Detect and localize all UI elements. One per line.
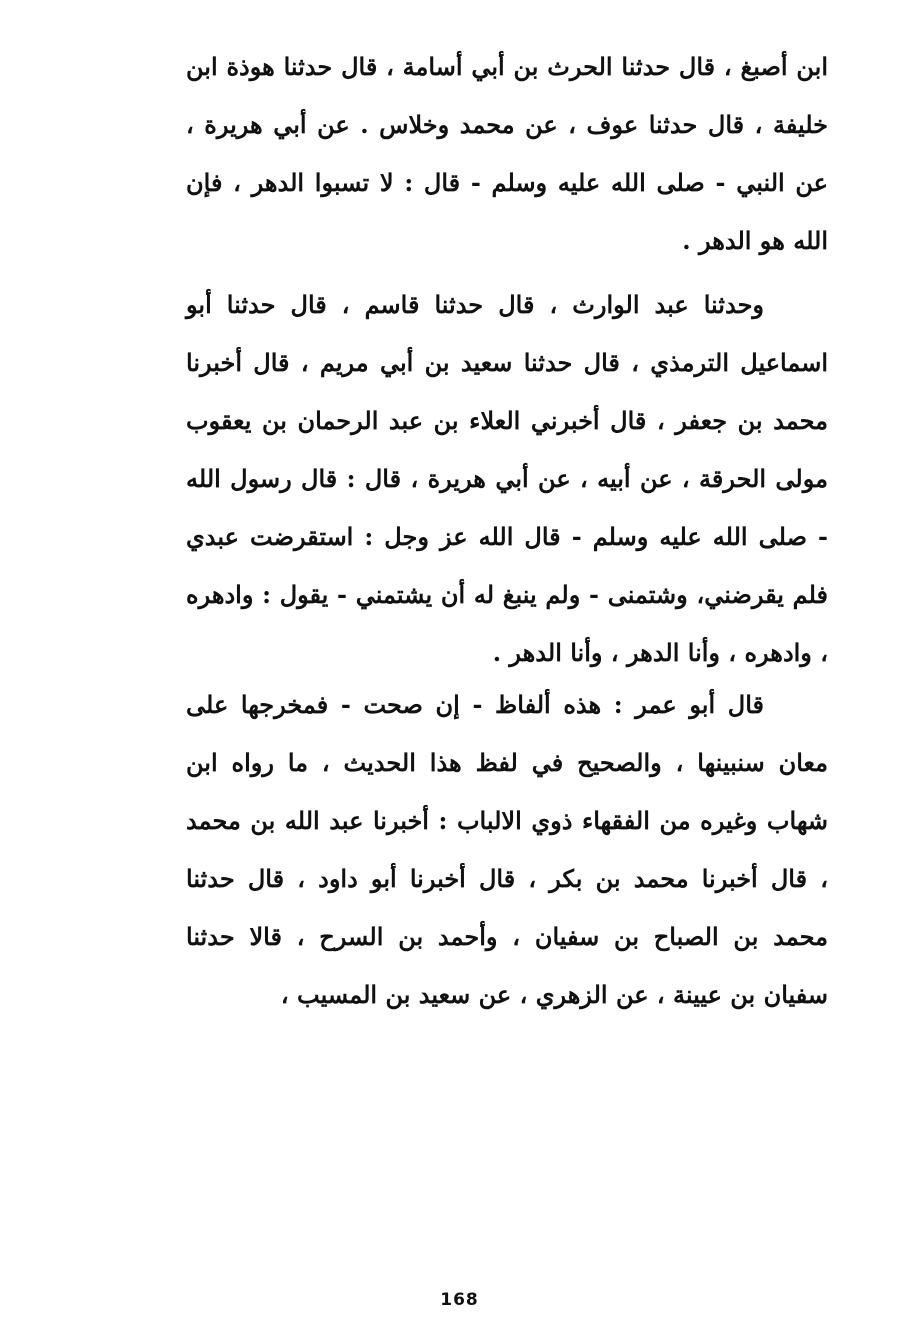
paragraph-1 xyxy=(186,38,828,270)
paragraph-text: وحدثنا عبد الوارث ، قال حدثنا قاسم ، قال حدثنا أبو اسماعيل الترمذي ، قال حدثنا سعيد بن أبي مريم ، قال أخبرنا محمد بن جعفر ، قال أخبرني العلاء بن عبد الرحمان بن يعقوب مولى الحرقة ، عن أبيه ، عن أبي هريرة ، قال : قال رسول الله - صلى الله عليه وسلم - قال الله عز وجل : استقرضت عبدي فلم يقرضني، وشتمنى - ولم ينبغ له أن يشتمني - يقول : وادهره ، وادهره ، وأنا الدهر ، وأنا الدهر . xyxy=(186,290,828,667)
paragraph-3 xyxy=(186,676,828,1024)
paragraph-2 xyxy=(186,276,828,682)
page-number: 168 xyxy=(440,1290,479,1310)
paragraph-text: ابن أصبغ ، قال حدثنا الحرث بن أبي أسامة ، قال حدثنا هوذة ابن خليفة ، قال حدثنا عوف ، عن محمد وخلاس . عن أبي هريرة ، عن النبي - صلى الله عليه وسلم - قال : لا تسبوا الدهر ، فإن الله هو الدهر . xyxy=(186,52,828,255)
paragraph-text: قال أبو عمر : هذه ألفاظ - إن صحت - فمخرجها على معان سنبينها ، والصحيح في لفظ هذا الحديث ، ما رواه ابن شهاب وغيره من الفقهاء ذوي الالباب : أخبرنا عبد الله بن محمد ، قال أخبرنا محمد بن بكر ، قال أخبرنا أبو داود ، قال حدثنا محمد بن الصباح بن سفيان ، وأحمد بن السرح ، قالا حدثنا سفيان بن عيينة ، عن الزهري ، عن سعيد بن المسيب ، xyxy=(186,690,828,1009)
